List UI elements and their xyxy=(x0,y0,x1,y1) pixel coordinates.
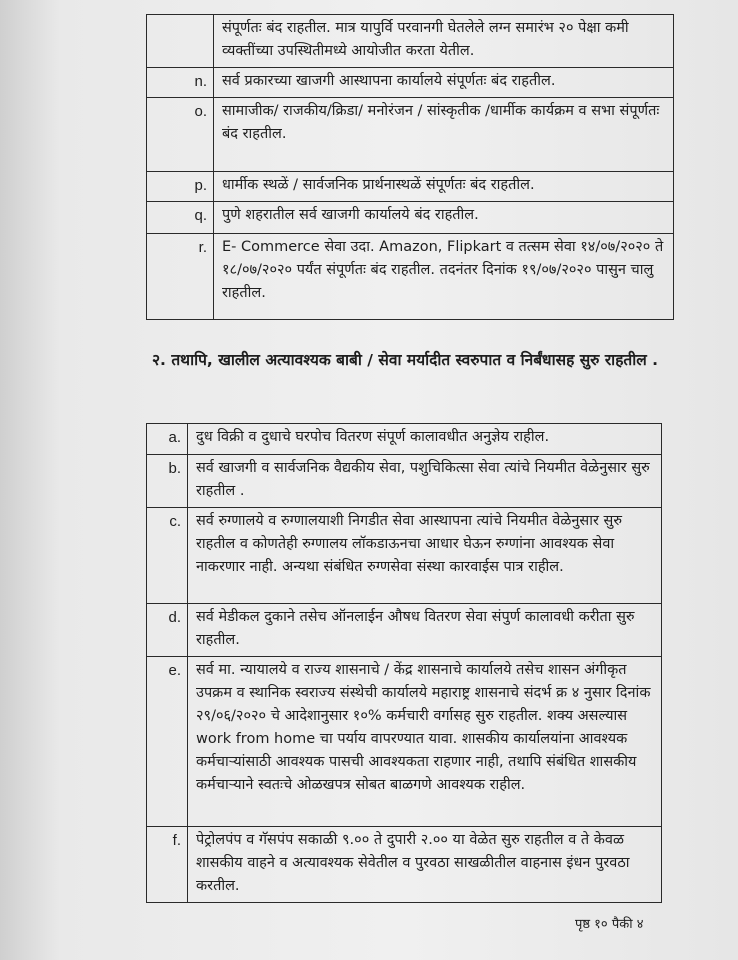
row-label: r. xyxy=(147,234,214,320)
row-label: a. xyxy=(147,424,188,455)
table-row xyxy=(147,424,662,455)
row-label: d. xyxy=(147,604,188,657)
section-heading: २. तथापि, खालील अत्यावश्यक बाबी / सेवा मर्यादीत स्वरुपात व निर्बंधासह सुरु राहतील . xyxy=(152,351,659,369)
table-row xyxy=(147,827,662,903)
essential-services-table xyxy=(146,423,662,903)
row-text: संपूर्णतः बंद राहतील. मात्र यापुर्वि परवानगी घेतलेले लग्न समारंभ २० पेक्षा कमी व्यक्तींच्या उपस्थितीमध्ये आयोजीत करता येतील. xyxy=(214,15,674,68)
row-text: सर्व मेडीकल दुकाने तसेच ऑनलाईन औषध वितरण सेवा संपुर्ण कालावधी करीता सुरु राहतील. xyxy=(188,604,662,657)
row-text: धार्मीक स्थळें / सार्वजनिक प्रार्थनास्थळें संपूर्णतः बंद राहतील. xyxy=(214,172,674,202)
table-row xyxy=(147,68,674,98)
restrictions-table xyxy=(146,14,674,320)
row-text: दुध विक्री व दुधाचे घरपोच वितरण संपूर्ण कालावधीत अनुज्ञेय राहील. xyxy=(188,424,662,455)
row-text: पुणे शहरातील सर्व खाजगी कार्यालये बंद राहतील. xyxy=(214,202,674,234)
row-text: सामाजीक/ राजकीय/क्रिडा/ मनोरंजन / सांस्कृतीक /धार्मीक कार्यक्रम व सभा संपूर्णतः बंद राहतील. xyxy=(214,98,674,172)
row-label: n. xyxy=(147,68,214,98)
table-row xyxy=(147,15,674,68)
row-text: सर्व रुग्णालये व रुग्णालयाशी निगडीत सेवा आस्थापना त्यांचे नियमीत वेळेनुसार सुरु राहतील व कोणतेही रुग्णालय लॉकडाऊनचा आधार घेऊन रुग्णांना आवश्यक सेवा नाकरणार नाही. अन्यथा संबंधित रुग्णसेवा संस्था कारवाईस पात्र राहील. xyxy=(188,508,662,604)
table-row xyxy=(147,98,674,172)
row-text: पेट्रोलपंप व गॅसपंप सकाळी ९.०० ते दुपारी २.०० या वेळेत सुरु राहतील व ते केवळ शासकीय वाहने व अत्यावश्यक सेवेतील व पुरवठा साखळीतील वाहनास इंधन पुरवठा करतील. xyxy=(188,827,662,903)
table-row xyxy=(147,508,662,604)
table-row xyxy=(147,455,662,508)
row-text: सर्व मा. न्यायालये व राज्य शासनाचे / केंद्र शासनाचे कार्यालये तसेच शासन अंगीकृत उपक्रम व स्थानिक स्वराज्य संस्थेची कार्यालये महाराष्ट्र शासनाचे संदर्भ क्र ४ नुसार दिनांक २९/०६/२०२० चे आदेशानुसार १०% कर्मचारी वर्गासह सुरु राहतील. शक्य असल्यास work from home चा पर्याय वापरण्यात यावा. शासकीय कार्यालयांना आवश्यक कर्मचाऱ्यांसाठी आवश्यक पासची आवश्यकता राहणार नाही, तथापि संबंधित शासकीय कर्मचाऱ्याने स्वतःचे ओळखपत्र सोबत बाळगणे आवश्यक राहील. xyxy=(188,657,662,827)
row-label: o. xyxy=(147,98,214,172)
table-row xyxy=(147,172,674,202)
row-label: q. xyxy=(147,202,214,234)
table-row xyxy=(147,657,662,827)
table-row xyxy=(147,202,674,234)
page-number: पृष्ठ १० पैकी ४ xyxy=(575,917,644,932)
table-row xyxy=(147,604,662,657)
row-label: p. xyxy=(147,172,214,202)
row-label: f. xyxy=(147,827,188,903)
row-label: e. xyxy=(147,657,188,827)
row-label xyxy=(147,15,214,68)
table-row xyxy=(147,234,674,320)
row-label: b. xyxy=(147,455,188,508)
row-label: c. xyxy=(147,508,188,604)
row-text: सर्व खाजगी व सार्वजनिक वैद्यकीय सेवा, पशुचिकित्सा सेवा त्यांचे नियमीत वेळेनुसार सुरु राहतील . xyxy=(188,455,662,508)
row-text: E- Commerce सेवा उदा. Amazon, Flipkart व तत्सम सेवा १४/०७/२०२० ते १८/०७/२०२० पर्यंत संपूर्णतः बंद राहतील. तदनंतर दिनांक १९/०७/२०२० पासुन चालु राहतील. xyxy=(214,234,674,320)
row-text: सर्व प्रकारच्या खाजगी आस्थापना कार्यालये संपूर्णतः बंद राहतील. xyxy=(214,68,674,98)
